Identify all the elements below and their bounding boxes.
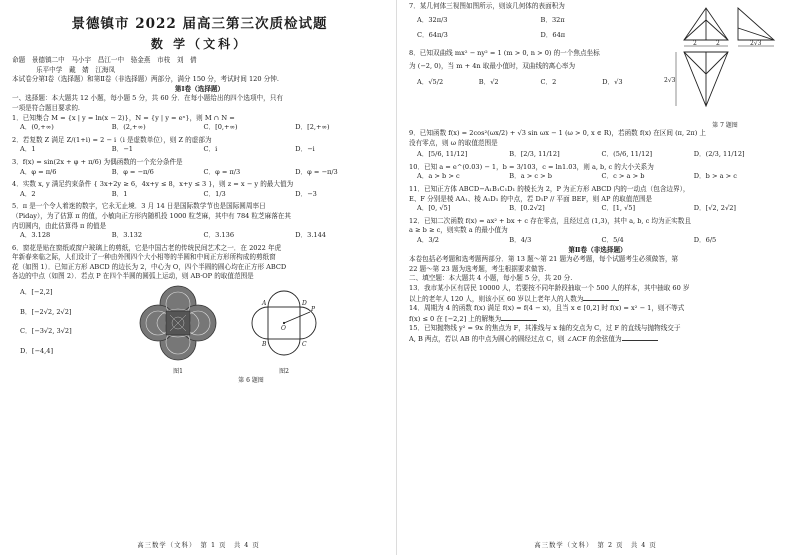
option: A．φ = π/6 <box>20 167 57 176</box>
option: D．3.144 <box>295 231 327 240</box>
option: D．−3 <box>295 189 317 198</box>
question-6-line-2: 年新春来临之际，人们设计了一种由外围四个大小相等的半圆和中间正方形所构成的剪纸窗 <box>12 253 276 262</box>
question-5-line-3: 内切圆内，由此估算得 π 的值是 <box>12 221 107 230</box>
question-7-options-row-1 <box>417 16 664 26</box>
option: C．1/3 <box>203 189 226 198</box>
question-4: 4．实数 x, y 满足约束条件 { 3x+2y ≥ 6，4x+y ≤ 8，x+y ≤ 3 }，则 z = x − y 的最大值为 <box>12 180 294 189</box>
dimension-label: 2√3 <box>750 40 762 47</box>
answer-blank <box>501 314 537 321</box>
option: C．2 <box>540 77 557 86</box>
question-6-body <box>12 282 387 384</box>
question-11-line-1: 11．已知正方体 ABCD−A₁B₁C₁D₁ 的棱长为 2，P 为正方形 ABCD 内的一动点（包含边界）， <box>409 184 690 193</box>
option: A．3.128 <box>20 231 51 240</box>
exam-title: 景德镇市 2022 届高三第三次质检试题 <box>71 16 328 32</box>
question-11-line-2: E、F 分别是棱 AA₁、棱 A₁D₁ 的中点，若 D₁P // 平面 BEF，则 AP 的取值范围是 <box>409 194 653 203</box>
option: A．(0,+∞) <box>20 123 54 132</box>
option: D．−i <box>295 145 315 154</box>
paper-cut-window-figure <box>132 284 224 362</box>
option: D．b > a > c <box>693 172 737 181</box>
option: B．(2,+∞) <box>111 123 146 132</box>
option: C．[0,+∞) <box>203 123 238 132</box>
question-9-line-1: 9．已知函数 f(x) = 2cos²(ωx/2) + √3 sin ωx − 1 (ω > 0, x ∈ R)，若函数 f(x) 在区间 (π, 2π) 上 <box>409 129 706 137</box>
question-9-options <box>417 150 786 160</box>
option: B．a > c > b <box>509 172 552 181</box>
question-5-options <box>20 231 387 241</box>
question-11-options <box>417 204 786 214</box>
question-12-line-1: 12．已知二次函数 f(x) = ax² + bx + c 存在零点，且经过点 (1,3)，其中 a, b, c 均为正实数且 <box>409 216 691 225</box>
figure-1-caption: 图1 <box>173 368 183 376</box>
question-3: 3．f(x) = sin(2x + φ + π/6) 为偶函数的一个充分条件是 <box>12 157 183 166</box>
figure-6-caption: 第 6 题图 <box>238 377 264 385</box>
option: C．c > a > b <box>601 172 645 181</box>
question-7-8-text <box>409 2 664 88</box>
question-14-line-2 <box>409 314 786 325</box>
option: D．[−4,4] <box>20 346 54 355</box>
option: C．φ = π/3 <box>203 167 241 176</box>
option: B．1 <box>111 189 128 198</box>
question-15-line-1: 15．已知抛物线 y² = 9x 的焦点为 F，其准线与 x 轴的交点为 C，过 F 的直线与抛物线交于 <box>409 324 681 333</box>
option: C．i <box>203 145 218 154</box>
question-14-line-1: 14．周期为 4 的函数 f(x) 满足 f(x) = f(4 − x)，且当 x ∈ [0,2] 时 f(x) = x² − 1，则不等式 <box>409 304 685 313</box>
option: B．−1 <box>111 145 133 154</box>
question-7-options-row-2 <box>417 31 664 41</box>
option: A．32π/3 <box>417 15 448 24</box>
page-2 <box>397 0 794 555</box>
option: B．3.132 <box>111 231 143 240</box>
section-2-note-2: 22 题～第 23 题为选考题，考生根据要求做答. <box>409 264 547 273</box>
option: C．5/4 <box>601 235 624 244</box>
part-1-instructions-cont: 一项是符合题目要求的. <box>12 103 81 112</box>
part-1-instructions: 一、选择题：本大题共 12 小题，每小题 5 分，共 60 分．在每小题给出的四个选项中，只有 <box>12 94 283 103</box>
option: C．3.136 <box>203 231 235 240</box>
question-15-text: A, B 两点，若以 AB 的中点为圆心的圆经过点 C，则 ∠ACF 的余弦值为 <box>409 334 622 343</box>
option: A．[0, √5] <box>417 204 451 213</box>
dimension-label: 2√3 <box>664 77 676 84</box>
option: D．√3 <box>602 77 623 86</box>
figure-7 <box>664 2 786 129</box>
question-5-line-1: 5．π 是一个令人着迷的数字，它永无止境．3 月 14 日是国际数学节也是国际圆周率日 <box>12 202 266 211</box>
svg-text:D: D <box>302 300 307 308</box>
question-13-line-2 <box>409 294 786 305</box>
figure-2-caption: 图2 <box>279 368 289 376</box>
question-12-line-2: a ≥ b ≥ c，则实数 a 的最小值为 <box>409 226 508 235</box>
option: A．[−2,2] <box>20 288 53 297</box>
question-5-line-2: （Piday），为了估算 π 的值，小敏向正方形内随机投 1000 粒芝麻，其中有 784 粒芝麻落在其 <box>12 211 291 220</box>
question-13-line-1: 13．我市某小区有居民 10000 人，若要按不同年龄段抽取一个 500 人的样本，其中抽取 60 岁 <box>409 283 690 292</box>
question-6-line-1: 6．窗花是贴在窗纸或窗户玻璃上的剪纸，它是中国古老的传统民间艺术之一．在 2022 年虎 <box>12 243 282 252</box>
question-8-line-2: 为 (−2, 0)，当 m + 4n 取最小值时，双曲线的离心率为 <box>409 62 576 71</box>
svg-text:O: O <box>281 325 286 333</box>
section-2-note-1: 本卷包括必考题和选考题两部分．第 13 题～第 21 题为必考题，每个试题考生必须做答，第 <box>409 255 679 264</box>
option: A．1 <box>20 145 36 154</box>
option: B．32π <box>540 15 565 24</box>
figure-7-caption: 第 7 题图 <box>712 122 738 129</box>
question-6-line-4: 各边的中点（如图 2）．若点 P 在四个半圆的圆弧上运动，则 AB·OP 的取值范围是 <box>12 272 254 281</box>
option: A．2 <box>20 189 36 198</box>
answer-blank <box>583 294 619 301</box>
dimension-label: 2 <box>716 40 720 47</box>
three-view-drawing <box>664 2 786 124</box>
question-4-options <box>20 190 387 200</box>
svg-text:B: B <box>262 341 267 349</box>
question-12-options <box>417 236 786 246</box>
answer-blank <box>622 334 658 341</box>
dimension-label: 2 <box>693 40 697 47</box>
question-10: 10．已知 a = e^(0.03) − 1，b = 3/103，c = ln1.03，则 a, b, c 的大小关系为 <box>409 162 654 171</box>
option: A．[5/6, 11/12] <box>417 150 468 159</box>
option: B．4/3 <box>509 235 532 244</box>
question-2: 2．若复数 Z 满足 Z/(1+i) = 2 − i（i 是虚数单位），则 Z 的虚部为 <box>12 135 212 144</box>
question-10-options <box>417 172 786 182</box>
svg-text:C: C <box>302 341 307 349</box>
section-2-heading: 第Ⅱ卷（非选择题） <box>568 245 627 254</box>
svg-text:P: P <box>311 306 316 314</box>
question-8-line-1: 8．已知双曲线 mx² − ny² = 1 (m > 0, n > 0) 的一个焦点坐标 <box>409 48 600 57</box>
option: B．[2/3, 11/12] <box>509 150 560 159</box>
question-6-figures <box>132 282 330 384</box>
svg-text:A: A <box>262 300 267 308</box>
option: B．[−2√2, 2√2] <box>20 307 72 316</box>
question-13-text: 以上的老年人 120 人，则该小区 60 岁以上老年人的人数为 <box>409 294 584 303</box>
question-7-block <box>409 2 786 129</box>
option: B．[0.2√2] <box>509 204 545 213</box>
option: C．[−3√2, 3√2] <box>20 327 72 336</box>
question-3-options <box>20 168 387 178</box>
question-2-options <box>20 145 387 155</box>
option: A．√5/2 <box>417 77 444 86</box>
option: D．6/5 <box>693 235 717 244</box>
option: D．[2,+∞) <box>295 123 330 132</box>
authors-line-1: 命题 景德镇二中 马小宇 昌江一中 骆金燕 市枝 刘 倩 <box>12 56 197 64</box>
option: D．[√2, 2√2] <box>693 204 736 213</box>
question-6-line-3: 花（如图 1）．已知正方形 ABCD 的边长为 2，中心为 O，四个半圆的圆心均在正方形 ABCD <box>12 262 287 271</box>
question-15-line-2 <box>409 334 786 345</box>
option: C．64π/3 <box>417 31 448 40</box>
part-2-instructions: 二、填空题：本大题共 4 小题，每小题 5 分，共 20 分. <box>409 274 573 283</box>
exam-intro: 本试卷分第Ⅰ卷（选择题）和第Ⅱ卷（非选择题）两部分，满分 150 分，考试时间 120 分钟. <box>12 75 279 84</box>
question-1-options <box>20 123 387 133</box>
option: A．a > b > c <box>417 172 460 181</box>
page-1-footer: 高三数学（文科） 第 1 页 共 4 页 <box>137 541 260 549</box>
figure-2 <box>238 284 330 375</box>
option: D．(2/3, 11/12] <box>693 150 745 159</box>
option: C．(5/6, 11/12] <box>601 150 653 159</box>
figure-1 <box>132 284 224 375</box>
option: A．3/2 <box>417 235 439 244</box>
question-7: 7．某几何体三视图如图所示，则该几何体的表面积为 <box>409 2 565 10</box>
option: D．64π <box>540 31 566 40</box>
question-9-line-2: 没有零点，则 ω 的取值范围是 <box>409 138 498 147</box>
authors-line-2: 乐平中学 戴 婧 江海凤 <box>36 65 116 74</box>
option: B．√2 <box>478 77 499 86</box>
question-1: 1．已知集合 M = {x | y = ln(x − 2)}，N = {y | y = eˣ}，则 M ∩ N = <box>12 113 235 122</box>
exam-subtitle: 数 学（文科） <box>150 37 249 51</box>
section-1-heading: 第Ⅰ卷（选择题） <box>174 84 225 93</box>
option: D．φ = −π/3 <box>295 167 338 176</box>
question-14-text: f(x) ≤ 0 在 [−2,2] 上的解集为 <box>409 314 502 323</box>
square-semicircles-figure <box>238 284 330 362</box>
option: C．[1, √5] <box>601 204 636 213</box>
question-6-options <box>12 282 132 356</box>
question-8-options <box>417 78 664 88</box>
option: B．φ = −π/6 <box>111 167 154 176</box>
page-2-footer: 高三数学（文科） 第 2 页 共 4 页 <box>534 541 657 549</box>
